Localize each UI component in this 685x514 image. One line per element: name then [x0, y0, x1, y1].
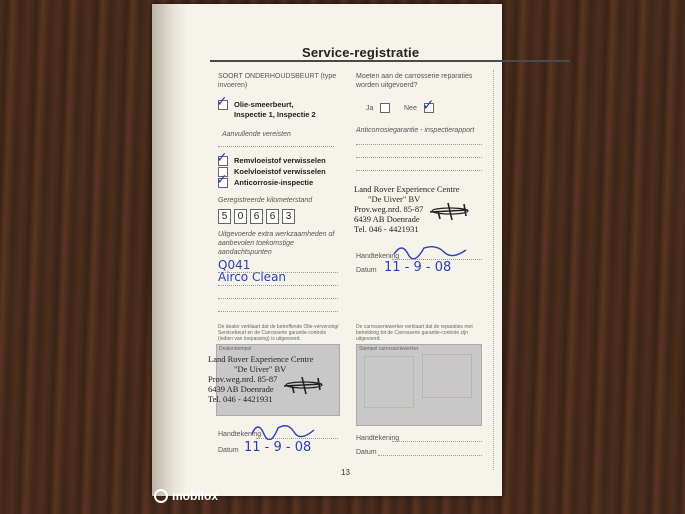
body-signature-scribble — [390, 240, 470, 260]
dealer-notice: De dealer verklaart dat de betreffende Olie-verversing/ Servicebeurt en de Carrosserie garantie-controle (indien van toepassing) is uitgevoerd. — [218, 324, 339, 342]
stamp-line: Land Rover Experience Centre — [354, 184, 460, 194]
dealer-signature-label: Handtekening — [218, 431, 262, 438]
stamp-line: Tel. 046 - 4421931 — [354, 224, 419, 234]
page-number: 13 — [341, 468, 350, 477]
date-line — [378, 455, 482, 456]
additional-requirements-label: Aanvullende vereisten — [222, 131, 291, 138]
stamp-line: Prov.weg.nrd. 85-87 — [208, 374, 278, 384]
coolant-label: Koelvloeistof verwisselen — [234, 167, 326, 176]
service-booklet-page — [152, 4, 502, 496]
dotted-line — [218, 146, 334, 147]
extra-work-label: Uitgevoerde extra werkzaamheden of aanbevolen toekomstige aandachtspunten — [218, 231, 335, 256]
stamp-line: 6439 AB Doenrade — [208, 384, 274, 394]
yes-label: Ja — [366, 105, 374, 112]
oil-service-label: Olie-smeerbeurt, — [234, 100, 294, 109]
check-mark-icon: ✓ — [216, 150, 228, 166]
body-date-label: Datum — [356, 267, 377, 274]
dealer-date-label: Datum — [218, 447, 239, 454]
signature-line — [392, 441, 482, 442]
check-mark-icon: ✓ — [422, 96, 435, 114]
odometer-digit-box: 3 — [282, 209, 295, 224]
airplane-stamp-icon — [428, 200, 474, 222]
watermark-brand: mobilox — [172, 489, 219, 503]
odometer-digit-box: 5 — [218, 209, 231, 224]
body-signature-label-2: Handtekening — [356, 435, 400, 442]
anticorrosion-report-label: Anticorrosiegarantie - inspectierapport — [356, 127, 475, 134]
yes-checkbox[interactable] — [380, 103, 390, 113]
odometer-digit-box: 0 — [234, 209, 247, 224]
title-rule — [210, 60, 570, 62]
odometer-digit-box: 6 — [266, 209, 279, 224]
faded-stamp-left — [364, 356, 414, 408]
dotted-line — [218, 311, 338, 312]
check-mark-icon: ✓ — [216, 94, 228, 110]
brake-fluid-label: Remvloeistof verwisselen — [234, 156, 326, 165]
faded-stamp-right — [422, 354, 472, 398]
dotted-line — [356, 144, 482, 145]
body-date-label-2: Datum — [356, 449, 377, 456]
body-repair-question: Moeten aan de carrosserie reparaties worden uitgevoerd? — [356, 73, 473, 89]
dealer-signature-scribble — [248, 418, 318, 440]
airplane-stamp-icon — [282, 374, 328, 396]
dotted-line — [356, 170, 482, 171]
odometer-digit-box: 6 — [250, 209, 263, 224]
stamp-line: Tel. 046 - 4421931 — [208, 394, 273, 404]
body-stamp-label: Stempel carrosseriewerker — [359, 346, 419, 352]
body-repairer-notice: De carrosseriewerker verklaart dat de reparaties met betrekking tot de Carrosserie garantie-controle zijn uitgevoerd. — [356, 324, 473, 342]
mobilox-logo-icon — [154, 489, 168, 503]
stamp-line: 6439 AB Doenrade — [354, 214, 420, 224]
dotted-line — [218, 272, 338, 273]
handwritten-code: Q041 — [218, 258, 251, 272]
handwritten-note: Airco Clean — [218, 270, 287, 284]
service-type-label: SOORT ONDERHOUDSBEURT (type invoeren) — [218, 73, 337, 89]
check-mark-icon: ✓ — [216, 172, 228, 188]
no-label: Nee — [404, 105, 417, 112]
odometer-label: Geregistreerde kilometerstand — [218, 197, 313, 204]
dealer-stamp-label: Dealerstempel — [219, 346, 252, 352]
stamp-line: "De Uiver" BV — [368, 194, 421, 204]
body-signature-label: Handtekening — [356, 253, 400, 260]
dotted-line — [218, 285, 338, 286]
inspection-label: Inspectie 1, Inspectie 2 — [234, 110, 316, 119]
page-title: Service-registratie — [302, 45, 420, 60]
anticorrosion-label: Anticorrosie-inspectie — [234, 178, 314, 187]
booklet-spine — [152, 4, 188, 496]
stamp-line: "De Uiver" BV — [234, 364, 287, 374]
dotted-line — [356, 157, 482, 158]
body-handwritten-date: 11 - 9 - 08 — [384, 260, 452, 275]
dotted-line — [218, 298, 338, 299]
stamp-line: Prov.weg.nrd. 85-87 — [354, 204, 424, 214]
stamp-line: Land Rover Experience Centre — [208, 354, 314, 364]
dealer-handwritten-date: 11 - 9 - 08 — [244, 440, 312, 455]
column-divider — [493, 70, 494, 470]
